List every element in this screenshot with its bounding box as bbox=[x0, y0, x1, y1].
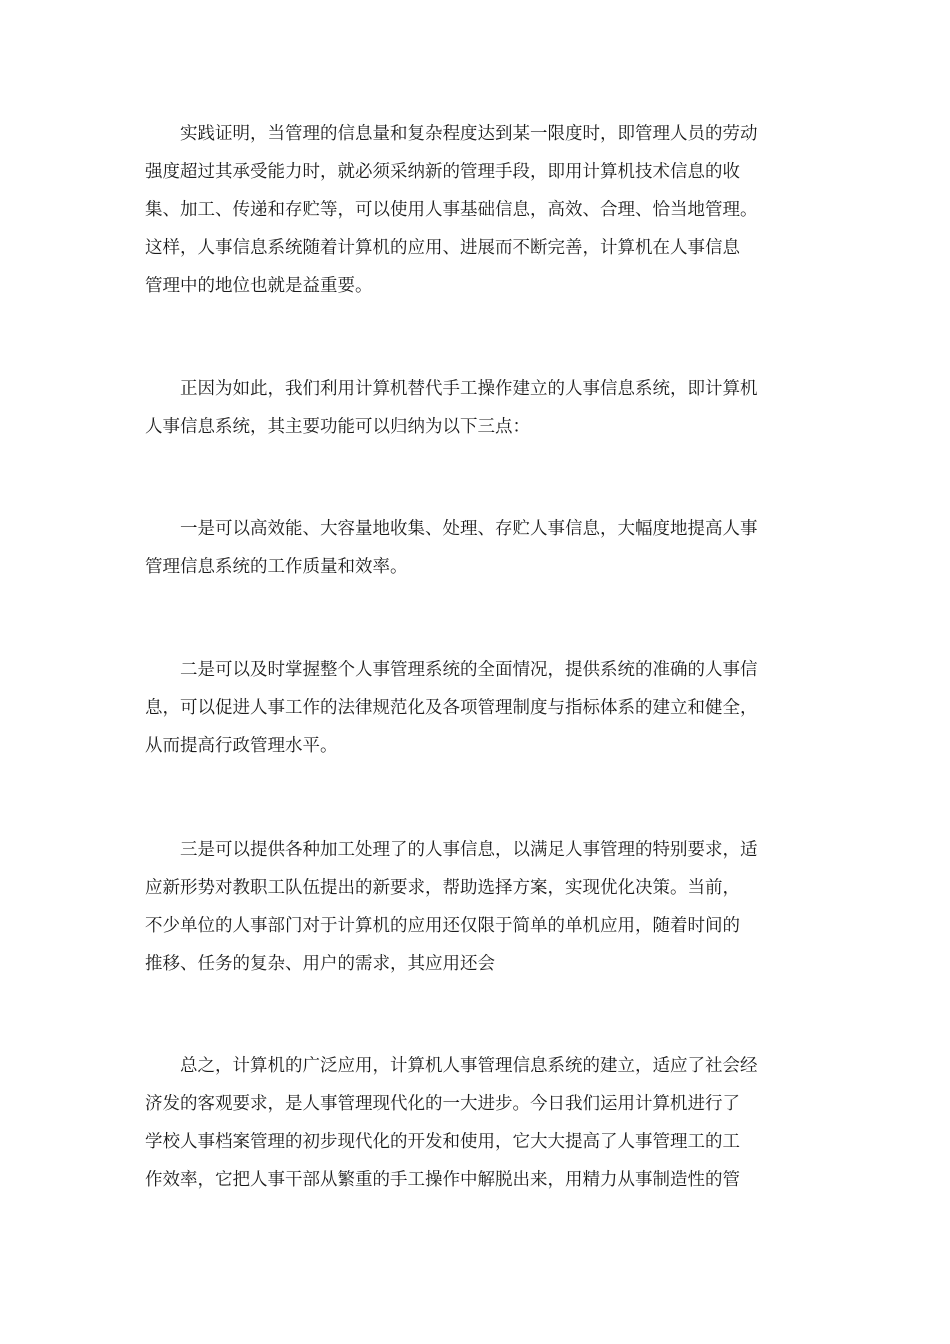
text-line: 学校人事档案管理的初步现代化的开发和使用，它大大提高了人事管理工的工 bbox=[145, 1132, 740, 1152]
text-line: 从而提高行政管理水平。 bbox=[145, 736, 338, 756]
text-line: 管理中的地位也就是益重要。 bbox=[145, 276, 373, 296]
text-line: 实践证明，当管理的信息量和复杂程度达到某一限度时，即管理人员的劳动 bbox=[145, 124, 758, 144]
text-line: 息，可以促进人事工作的法律规范化及各项管理制度与指标体系的建立和健全， bbox=[145, 698, 758, 718]
text-line: 济发的客观要求，是人事管理现代化的一大进步。今日我们运用计算机进行了 bbox=[145, 1094, 740, 1114]
paragraph-function-one bbox=[145, 510, 809, 586]
text-line: 管理信息系统的工作质量和效率。 bbox=[145, 557, 408, 577]
text-line: 一是可以高效能、大容量地收集、处理、存贮人事信息，大幅度地提高人事 bbox=[145, 519, 758, 539]
paragraph-main-functions-intro bbox=[145, 370, 809, 446]
text-line: 不少单位的人事部门对于计算机的应用还仅限于简单的单机应用，随着时间的 bbox=[145, 916, 740, 936]
text-line: 总之，计算机的广泛应用，计算机人事管理信息系统的建立，适应了社会经 bbox=[145, 1056, 758, 1076]
text-line: 推移、任务的复杂、用户的需求，其应用还会 bbox=[145, 954, 495, 974]
text-line: 这样，人事信息系统随着计算机的应用、进展而不断完善，计算机在人事信息 bbox=[145, 238, 740, 258]
paragraph-conclusion bbox=[145, 1047, 809, 1199]
paragraph-function-two bbox=[145, 651, 809, 765]
paragraph-function-three bbox=[145, 831, 809, 983]
text-line: 作效率，它把人事干部从繁重的手工操作中解脱出来，用精力从事制造性的管 bbox=[145, 1170, 740, 1190]
text-line: 强度超过其承受能力时，就必须采纳新的管理手段，即用计算机技术信息的收 bbox=[145, 162, 740, 182]
text-line: 人事信息系统，其主要功能可以归纳为以下三点： bbox=[145, 417, 530, 437]
text-line: 三是可以提供各种加工处理了的人事信息，以满足人事管理的特别要求，适 bbox=[145, 840, 758, 860]
text-line: 二是可以及时掌握整个人事管理系统的全面情况，提供系统的准确的人事信 bbox=[145, 660, 758, 680]
text-line: 集、加工、传递和存贮等，可以使用人事基础信息，高效、合理、恰当地管理。 bbox=[145, 200, 758, 220]
text-line: 正因为如此，我们利用计算机替代手工操作建立的人事信息系统，即计算机 bbox=[145, 379, 758, 399]
text-line: 应新形势对教职工队伍提出的新要求，帮助选择方案，实现优化决策。当前， bbox=[145, 878, 740, 898]
paragraph-practice-proof bbox=[145, 115, 809, 305]
